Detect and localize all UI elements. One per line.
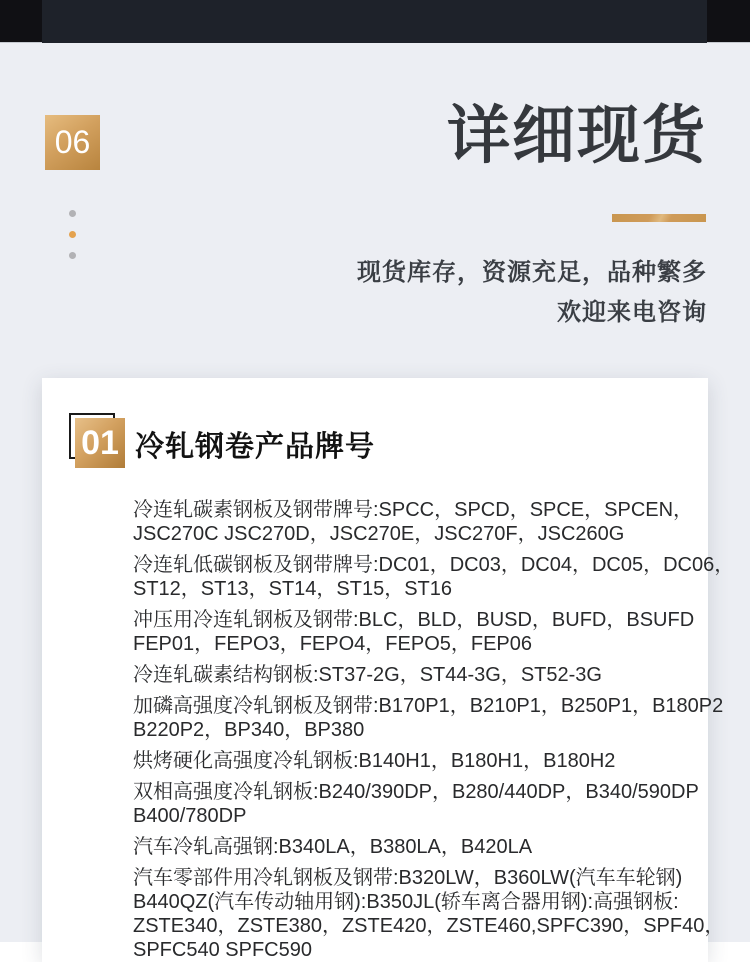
product-line: ST12，ST13，ST14，ST15，ST16 <box>133 578 453 600</box>
top-dark-bar-inner <box>42 0 707 43</box>
product-line: 加磷高强度冷轧钢板及钢带:B170P1，B210P1，B250P1，B180P2 <box>133 695 724 717</box>
product-paragraph <box>133 866 725 962</box>
product-line: B400/780DP <box>133 805 247 827</box>
dot-icon <box>69 210 76 217</box>
product-paragraph <box>133 694 724 742</box>
content-card <box>42 378 735 962</box>
hero-subtitle-line2: 欢迎来电咨询 <box>557 299 707 326</box>
product-line: B440QZ(汽车传动轴用钢):B350JL(轿车离合器用钢):高强钢板: <box>133 891 679 913</box>
product-line: FEP01，FEPO3，FEPO4，FEPO5，FEP06 <box>133 633 533 655</box>
hero-section <box>0 43 750 378</box>
hero-subtitle-line1: 现货库存，资源充足，品种繁多 <box>357 259 707 286</box>
product-line: ZSTE340，ZSTE380，ZSTE420，ZSTE460,SPFC390，SPF40， <box>133 915 725 937</box>
card-heading: 冷轧钢卷产品牌号 <box>135 431 376 463</box>
top-dark-bar <box>0 0 750 43</box>
product-paragraph <box>133 749 678 773</box>
product-paragraph <box>133 498 694 546</box>
product-line: B220P2，BP340，BP380 <box>133 719 365 741</box>
card-number-badge: 01 <box>75 418 125 468</box>
product-line: 冷连轧碳素钢板及钢带牌号:SPCC，SPCD，SPCE，SPCEN， <box>133 499 694 521</box>
dot-icon <box>69 252 76 259</box>
product-line: 烘烤硬化高强度冷轧钢板:B140H1，B180H1，B180H2 <box>133 750 616 772</box>
section-number-badge: 06 <box>45 115 100 170</box>
product-paragraph <box>133 608 695 656</box>
product-line: 冲压用冷连轧钢板及钢带:BLC，BLD，BUSD，BUFD，BSUFD <box>133 609 695 631</box>
product-paragraph <box>133 663 678 687</box>
product-line: 汽车冷轧高强钢:B340LA，B380LA，B420LA <box>133 836 533 858</box>
dot-icon <box>69 231 76 238</box>
card-header <box>69 413 708 471</box>
product-paragraph <box>133 553 735 601</box>
product-line: SPFC540 SPFC590 <box>133 939 312 961</box>
product-line: JSC270C JSC270D，JSC270E，JSC270F，JSC260G <box>133 523 625 545</box>
product-line: 双相高强度冷轧钢板:B240/390DP，B280/440DP，B340/590DP <box>133 781 699 803</box>
title-underline <box>612 214 706 222</box>
page-title: 详细现货 <box>447 101 707 171</box>
hero-subtitle <box>357 253 707 333</box>
product-list <box>133 498 735 962</box>
product-paragraph <box>133 835 678 859</box>
product-paragraph <box>133 780 699 828</box>
product-line: 冷连轧碳素结构钢板:ST37-2G，ST44-3G，ST52-3G <box>133 664 602 686</box>
dots-ornament <box>69 210 76 273</box>
product-line: 冷连轧低碳钢板及钢带牌号:DC01，DC03，DC04，DC05，DC06， <box>133 554 735 576</box>
product-line: 汽车零部件用冷轧钢板及钢带:B320LW，B360LW(汽车车轮钢) <box>133 867 683 889</box>
